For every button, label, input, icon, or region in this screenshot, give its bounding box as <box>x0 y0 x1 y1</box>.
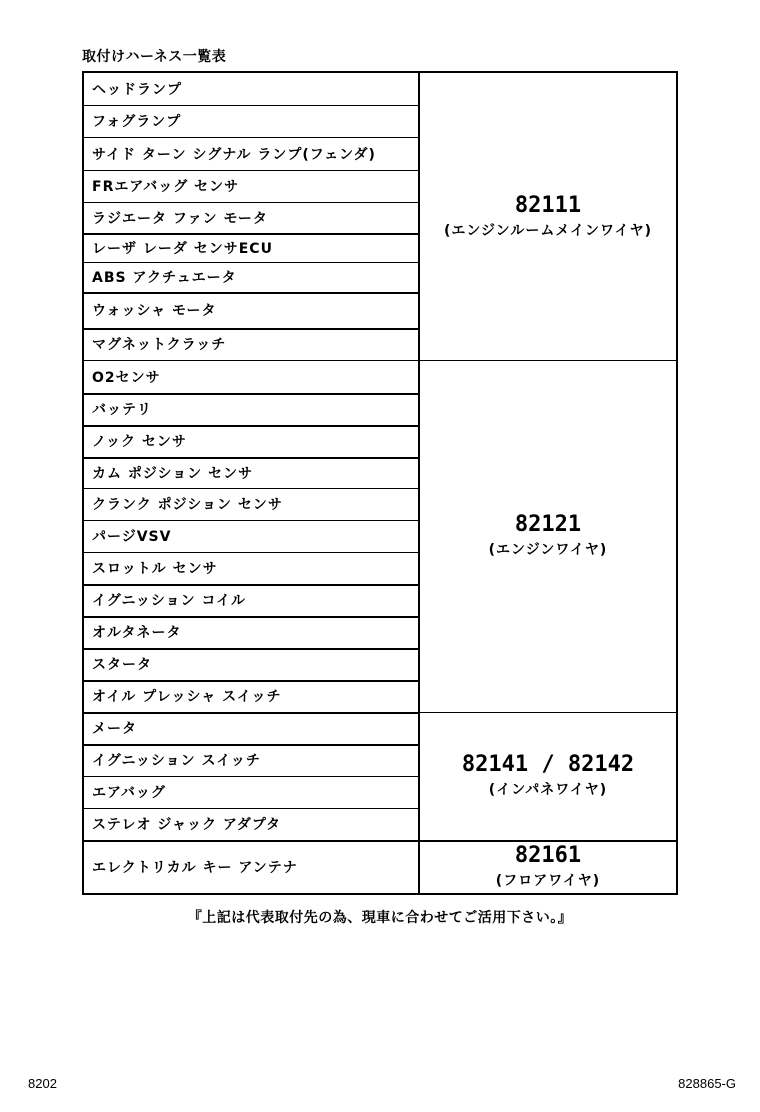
harness-name: (インパネワイヤ) <box>488 782 608 798</box>
part-row: クランク ポジション センサ <box>92 497 283 513</box>
harness-group-82121 <box>420 360 676 712</box>
part-row: オイル プレッシャ スイッチ <box>92 689 282 705</box>
part-row: サイド ターン シグナル ランプ(フェンダ) <box>92 146 376 163</box>
part-row: エアバッグ <box>92 785 166 801</box>
harness-name: (フロアワイヤ) <box>495 872 601 889</box>
part-row: スロットル センサ <box>92 561 218 577</box>
part-row: イグニッション コイル <box>92 593 247 609</box>
harness-group-82111 <box>420 73 676 360</box>
harness-table <box>82 71 678 895</box>
part-row: ステレオ ジャック アダプタ <box>92 817 281 833</box>
part-row: ウォッシャ モータ <box>92 303 217 319</box>
part-row: メータ <box>92 721 137 737</box>
document-code: 828865-G <box>678 1076 736 1091</box>
part-row: ヘッドランプ <box>92 82 182 98</box>
page-number: 8202 <box>28 1076 57 1091</box>
part-row: ノック センサ <box>92 434 187 450</box>
part-row: バッテリ <box>92 402 152 418</box>
part-row: パージVSV <box>92 529 172 545</box>
part-row: ABS アクチュエータ <box>92 270 237 286</box>
document-title: 取付けハーネス一覧表 <box>82 49 227 65</box>
harness-number: 82141 / 82142 <box>461 752 635 777</box>
part-row: エレクトリカル キー アンテナ <box>92 859 298 876</box>
harness-number: 82121 <box>514 512 582 537</box>
harness-name: (エンジンワイヤ) <box>488 542 608 558</box>
part-row: ラジエータ ファン モータ <box>92 210 268 227</box>
part-row: マグネットクラッチ <box>92 337 227 353</box>
harness-group-82141-82142 <box>420 712 676 840</box>
part-row: イグニッション スイッチ <box>92 753 261 769</box>
part-row: FRエアバッグ センサ <box>92 179 240 195</box>
harness-column <box>420 73 676 893</box>
harness-name: (エンジンルームメインワイヤ) <box>443 222 653 239</box>
part-row: オルタネータ <box>92 625 182 641</box>
harness-group-82161 <box>420 840 676 893</box>
part-row: カム ポジション センサ <box>92 465 254 482</box>
parts-column <box>84 73 420 893</box>
harness-number: 82161 <box>514 842 582 868</box>
part-row: レーザ レーダ センサECU <box>92 240 273 257</box>
part-row: スタータ <box>92 657 152 673</box>
harness-number: 82111 <box>514 192 582 218</box>
usage-note: 『上記は代表取付先の為、現車に合わせてご活用下さい。』 <box>187 910 573 926</box>
part-row: フォグランプ <box>92 114 182 130</box>
part-row: O2センサ <box>92 369 161 386</box>
